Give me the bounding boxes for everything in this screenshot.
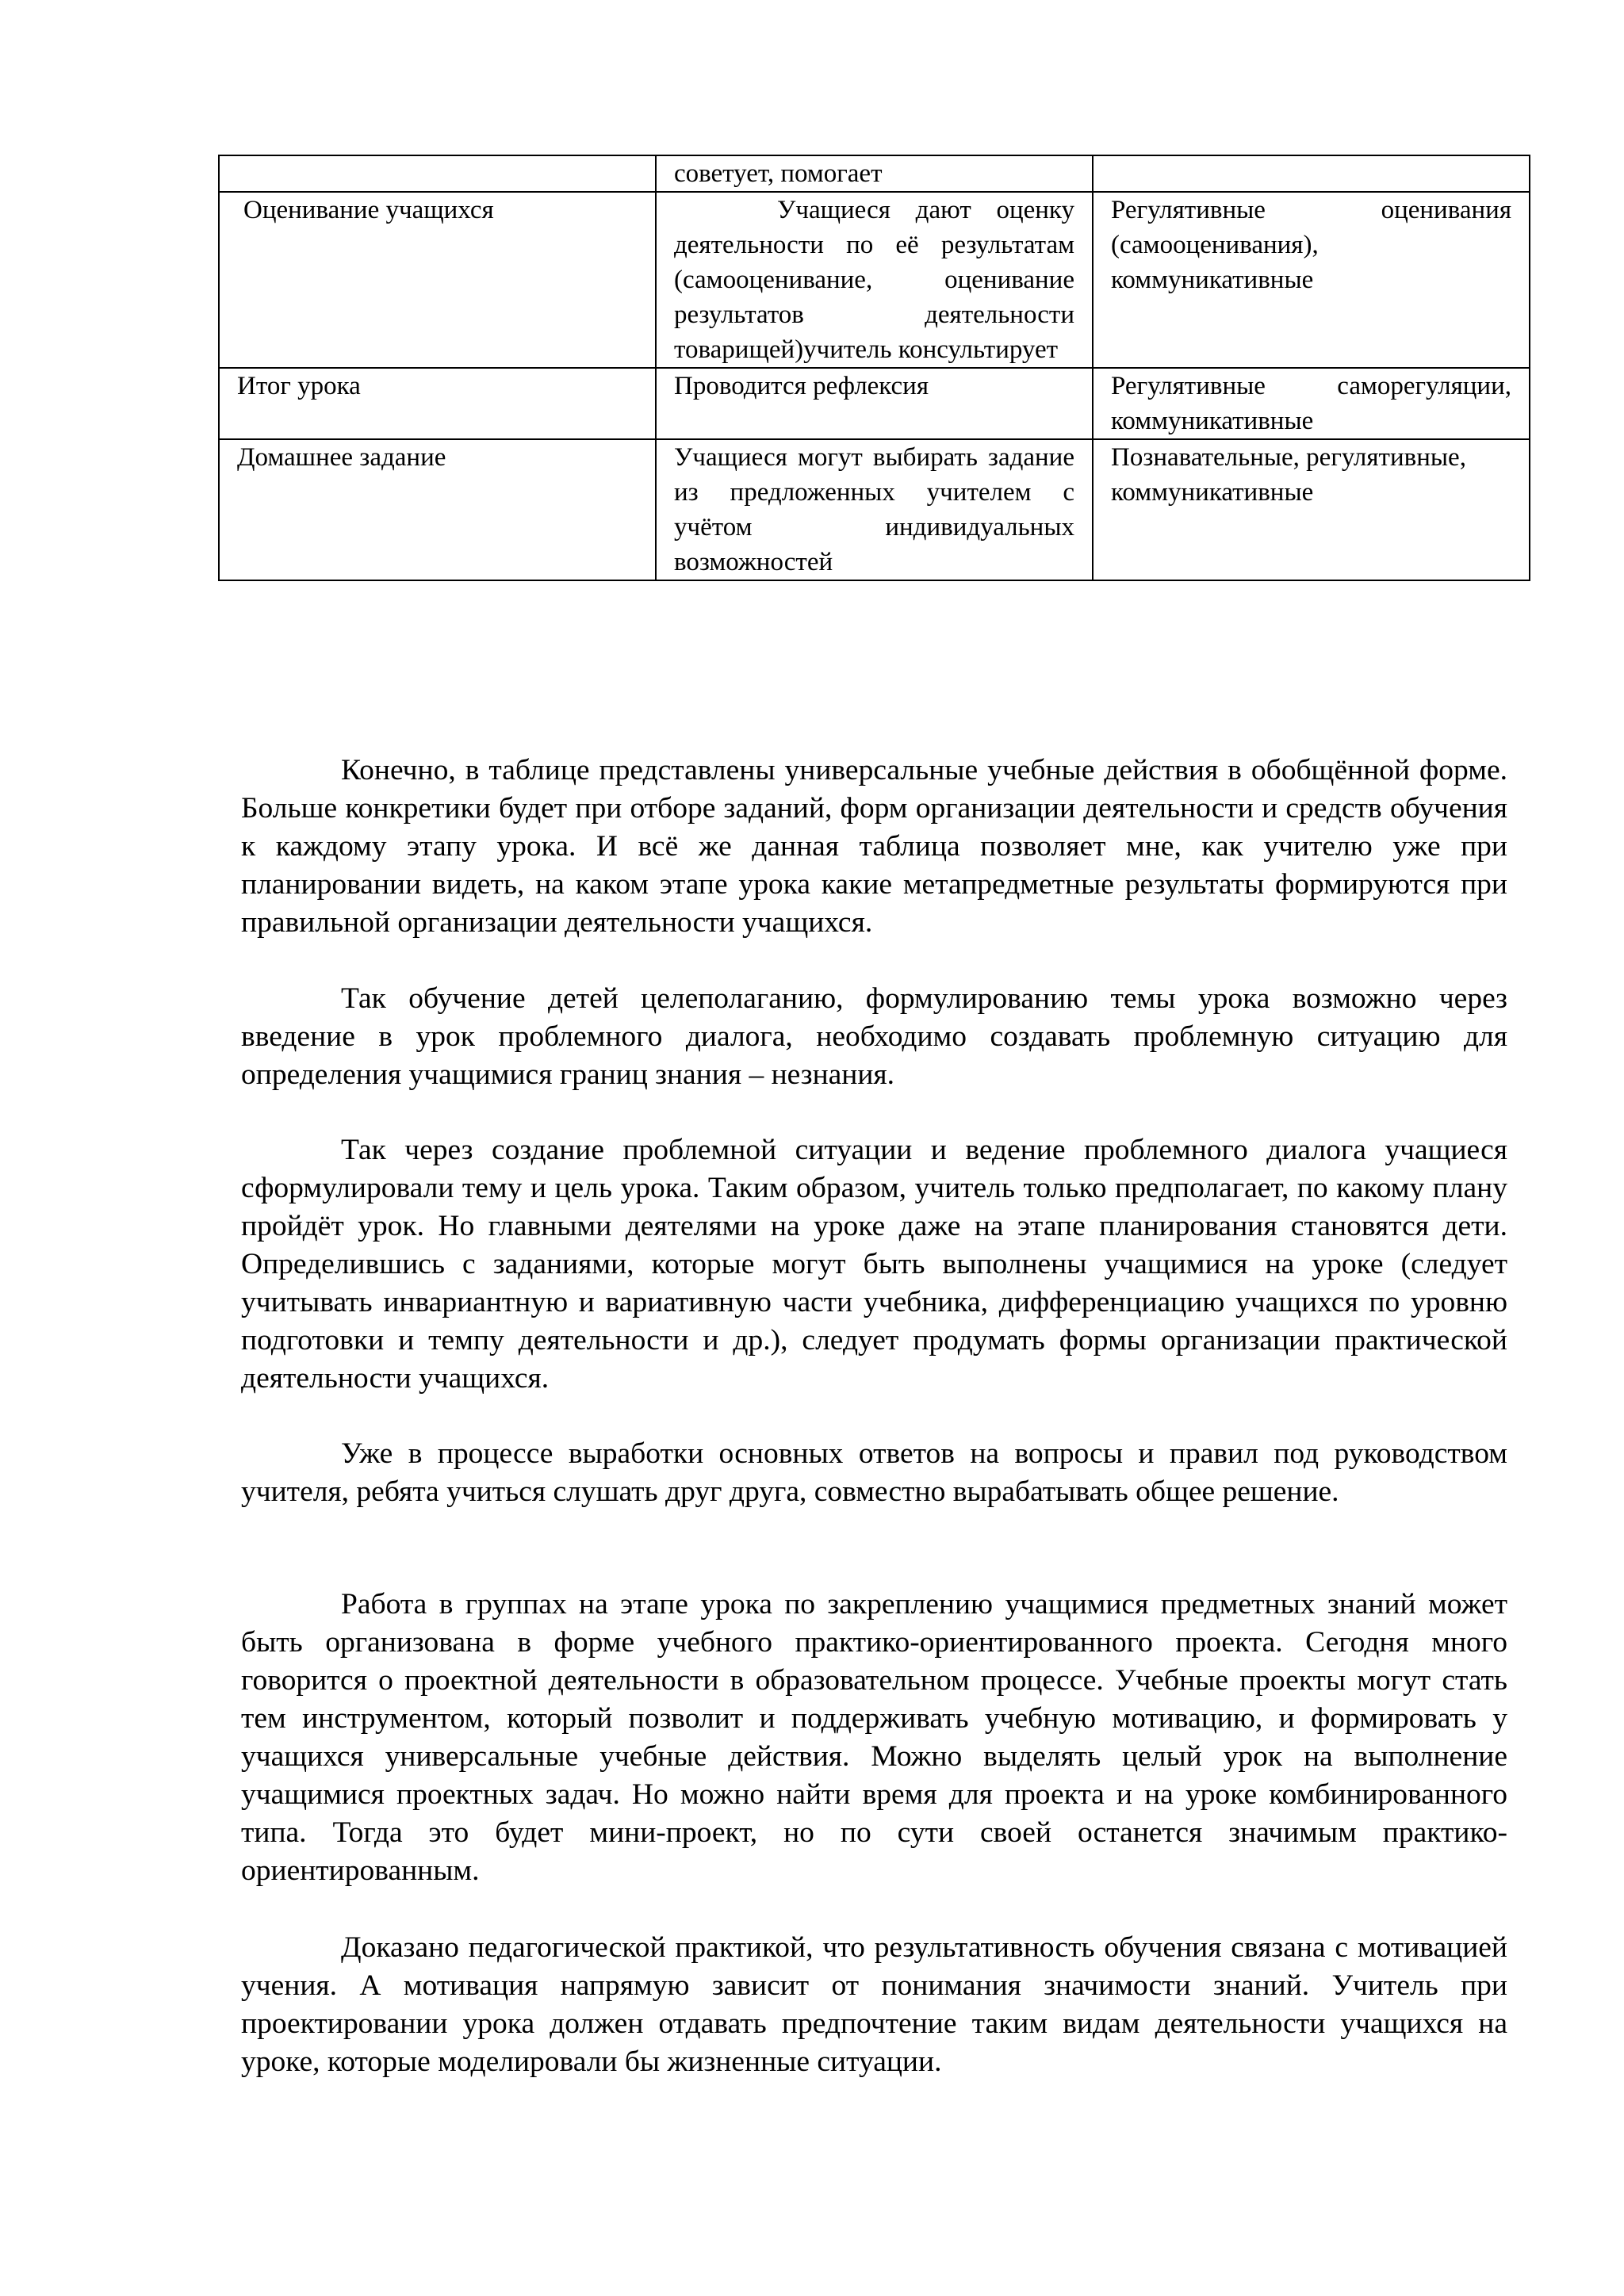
table-cell-stage: [219, 155, 656, 192]
table-cell-uud: Регулятивные саморегуляции, коммуникативные: [1093, 368, 1530, 439]
table-cell-activity: Учащиеся дают оценку деятельности по её результатам (самооценивание, оценивание результатов деятельности товарищей)учитель консультирует: [656, 192, 1093, 368]
table-cell-uud: Познавательные, регулятивные, коммуникативные: [1093, 439, 1530, 580]
table-cell-stage: Оценивание учащихся: [219, 192, 656, 368]
uud-table: [218, 155, 1530, 581]
paragraph: Так обучение детей целеполаганию, формулированию темы урока возможно через введение в урок проблемного диалога, необходимо создавать проблемную ситуацию для определения учащимися границ знания – незнания.: [241, 982, 1507, 1091]
paragraph: Так через создание проблемной ситуации и ведение проблемного диалога учащиеся сформулировали тему и цель урока. Таким образом, учитель только предполагает, по какому плану пройдёт урок. Но главными деятелями на уроке даже на этапе планирования становятся дети. Определившись с заданиями, которые могут быть выполнены учащимися на уроке (следует учитывать инвариантную и вариативную части учебника, дифференциацию учащихся по уровню подготовки и темпу деятельности и др.), следует продумать формы организации практической деятельности учащихся.: [241, 1134, 1507, 1395]
table-cell-activity: Проводится рефлексия: [656, 368, 1093, 439]
paragraph: Конечно, в таблице представлены универсальные учебные действия в обобщённой форме. Больше конкретики будет при отборе заданий, форм организации деятельности и средств обучения к каждому этапу урока. И всё же данная таблица позволяет мне, как учителю уже при планировании видеть, на каком этапе урока какие метапредметные результаты формируются при правильной организации деятельности учащихся.: [241, 754, 1507, 939]
table-row: [219, 439, 1530, 580]
table-cell-stage: Домашнее задание: [219, 439, 656, 580]
table-cell-activity: Учащиеся могут выбирать задание из предложенных учителем с учётом индивидуальных возможностей: [656, 439, 1093, 580]
table-cell-activity: советует, помогает: [656, 155, 1093, 192]
paragraph: Уже в процессе выработки основных ответов на вопросы и правил под руководством учителя, ребята учиться слушать друг друга, совместно вырабатывать общее решение.: [241, 1437, 1507, 1508]
table-row: [219, 155, 1530, 192]
table-row: [219, 192, 1530, 368]
table-cell-stage: Итог урока: [219, 368, 656, 439]
table-cell-uud: Регулятивные оценивания (самооценивания), коммуникативные: [1093, 192, 1530, 368]
table-cell-uud: [1093, 155, 1530, 192]
paragraph: Доказано педагогической практикой, что результативность обучения связана с мотивацией учения. А мотивация напрямую зависит от понимания значимости знаний. Учитель при проектировании урока должен отдавать предпочтение таким видам деятельности учащихся на уроке, которые моделировали бы жизненные ситуации.: [241, 1931, 1507, 2078]
paragraph: Работа в группах на этапе урока по закреплению учащимися предметных знаний может быть организована в форме учебного практико-ориентированного проекта. Сегодня много говорится о проектной деятельности в образовательном процессе. Учебные проекты могут стать тем инструментом, который позволит и поддерживать учебную мотивацию, и формировать у учащихся универсальные учебные действия. Можно выделять целый урок на выполнение учащимися проектных задач. Но можно найти время для проекта и на уроке комбинированного типа. Тогда это будет мини-проект, но по сути своей останется значимым практико-ориентированным.: [241, 1588, 1507, 1887]
table-row: [219, 368, 1530, 439]
